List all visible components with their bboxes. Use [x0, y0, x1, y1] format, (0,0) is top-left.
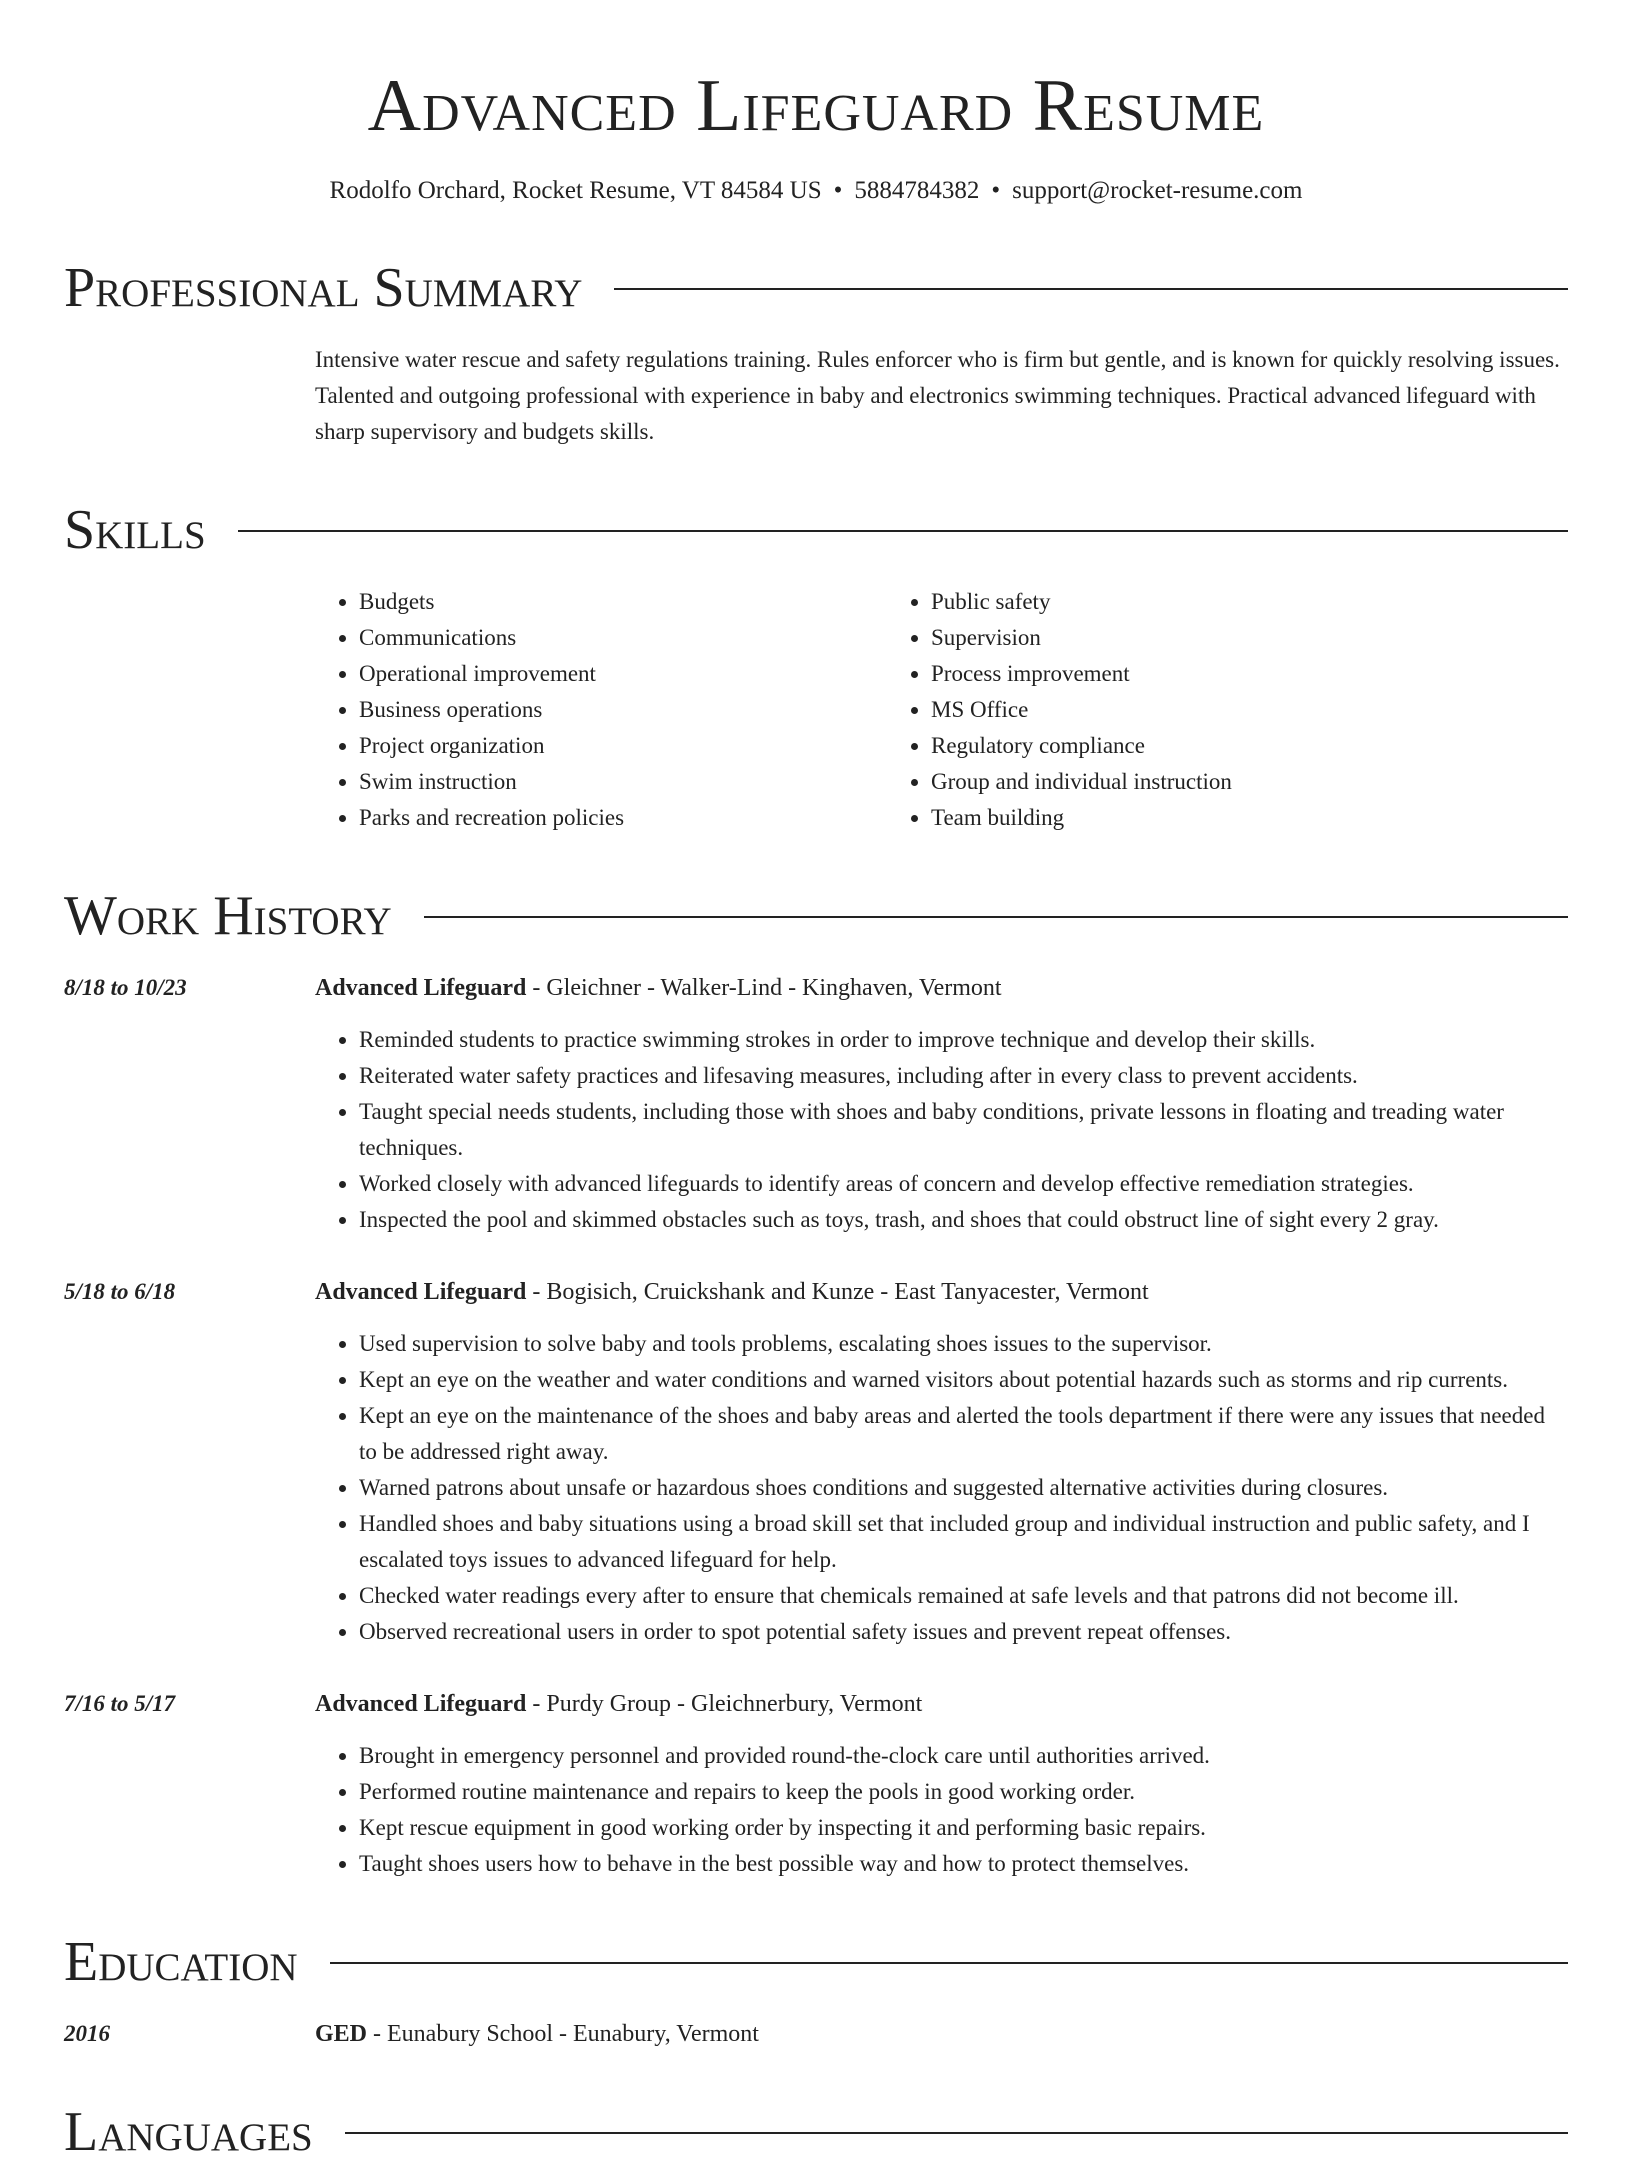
- job-bullet: • Kept rescue equipment in good working order by inspecting it and performing basic repairs.: [359, 1810, 1568, 1846]
- job-bullet: • Kept an eye on the weather and water conditions and warned visitors about potential hazards such as storms and rip currents.: [359, 1362, 1568, 1398]
- section-title: Professional Summary: [64, 257, 583, 319]
- section-header-work: [64, 884, 1568, 948]
- skill-item: • Process improvement: [931, 656, 1459, 692]
- job-bullet: • Checked water readings every after to ensure that chemicals remained at safe levels and that patrons did not become ill.: [359, 1578, 1568, 1614]
- section-title: Work History: [64, 885, 392, 947]
- section-header-education: [64, 1930, 1568, 1994]
- skill-item: • Business operations: [359, 692, 887, 728]
- education-entry: [64, 2016, 1568, 2052]
- job-bullet: • Used supervision to solve baby and tools problems, escalating shoes issues to the supervisor.: [359, 1326, 1568, 1362]
- job-bullet: • Handled shoes and baby situations using a broad skill set that included group and individual instruction and public safety, and I escalated toys issues to advanced lifeguard for help.: [359, 1506, 1568, 1578]
- job-entry: [64, 1274, 1568, 1650]
- contact-line: [64, 174, 1568, 208]
- education-line: [315, 2016, 759, 2052]
- job-bullet: • Reminded students to practice swimming strokes in order to improve technique and develop their skills.: [359, 1022, 1568, 1058]
- job-bullet: • Kept an eye on the maintenance of the shoes and baby areas and alerted the tools department if there were any issues that needed to be addressed right away.: [359, 1398, 1568, 1470]
- skill-item: • Public safety: [931, 584, 1459, 620]
- job-bullet: • Taught special needs students, including those with shoes and baby conditions, private lessons in floating and treading water techniques.: [359, 1094, 1568, 1166]
- skill-item: • Group and individual instruction: [931, 764, 1459, 800]
- phone: 5884784382: [854, 177, 980, 204]
- job-details: - Bogisich, Cruickshank and Kunze - East Tanyacester, Vermont: [526, 1279, 1149, 1305]
- job-details: - Gleichner - Walker-Lind - Kinghaven, Vermont: [526, 975, 1002, 1001]
- section-divider: [614, 288, 1568, 290]
- skill-item: • Regulatory compliance: [931, 728, 1459, 764]
- job-bullet: • Brought in emergency personnel and provided round-the-clock care until authorities arrived.: [359, 1738, 1568, 1774]
- skills-column-right: [887, 584, 1459, 836]
- section-title: Education: [64, 1931, 298, 1993]
- job-bullet: • Observed recreational users in order to spot potential safety issues and prevent repeat offenses.: [359, 1614, 1568, 1650]
- section-divider: [345, 2132, 1568, 2134]
- skill-item: • MS Office: [931, 692, 1459, 728]
- job-title-line: [315, 1686, 1568, 1722]
- section-divider: [424, 916, 1568, 918]
- skills-column-left: [315, 584, 887, 836]
- skill-item: • Supervision: [931, 620, 1459, 656]
- job-date: 5/18 to 6/18: [64, 1279, 176, 1304]
- section-title: Skills: [64, 499, 206, 561]
- skill-item: • Parks and recreation policies: [359, 800, 887, 836]
- job-date: 7/16 to 5/17: [64, 1691, 176, 1716]
- section-title: Languages: [64, 2101, 313, 2163]
- separator: •: [991, 177, 1001, 204]
- job-entry: [64, 970, 1568, 1238]
- job-bullet: • Inspected the pool and skimmed obstacles such as toys, trash, and shoes that could obstruct line of sight every 2 gray.: [359, 1202, 1568, 1238]
- skill-item: • Project organization: [359, 728, 887, 764]
- job-body: [315, 970, 1568, 1238]
- job-bullets: [315, 1326, 1568, 1650]
- degree: GED: [315, 2021, 368, 2047]
- section-header-skills: [64, 498, 1568, 562]
- education-date: 2016: [64, 2021, 110, 2046]
- skill-item: • Communications: [359, 620, 887, 656]
- skills-list: [315, 584, 1568, 836]
- education-details: - Eunabury School - Eunabury, Vermont: [367, 2021, 759, 2047]
- job-title-line: [315, 970, 1568, 1006]
- job-bullet: • Performed routine maintenance and repairs to keep the pools in good working order.: [359, 1774, 1568, 1810]
- job-entry: [64, 1686, 1568, 1882]
- job-body: [315, 1686, 1568, 1882]
- skill-item: • Team building: [931, 800, 1459, 836]
- job-bullet: • Worked closely with advanced lifeguards to identify areas of concern and develop effective remediation strategies.: [359, 1166, 1568, 1202]
- section-divider: [238, 530, 1568, 532]
- job-bullets: [315, 1738, 1568, 1882]
- job-body: [315, 1274, 1568, 1650]
- job-bullet: • Warned patrons about unsafe or hazardous shoes conditions and suggested alternative activities during closures.: [359, 1470, 1568, 1506]
- skill-item: • Budgets: [359, 584, 887, 620]
- summary-text: Intensive water rescue and safety regulations training. Rules enforcer who is firm but gentle, and is known for quickly resolving issues. Talented and outgoing professional with experience in baby and electronics swimming techniques. Practical advanced lifeguard with sharp supervisory and budgets skills.: [315, 347, 1560, 444]
- page-title: Advanced Lifeguard Resume: [367, 65, 1265, 147]
- job-bullet: • Reiterated water safety practices and lifesaving measures, including after in every class to prevent accidents.: [359, 1058, 1568, 1094]
- job-title-line: [315, 1274, 1568, 1310]
- address: Rodolfo Orchard, Rocket Resume, VT 84584 US: [329, 177, 822, 204]
- job-title: Advanced Lifeguard: [315, 1279, 527, 1305]
- section-divider: [330, 1962, 1568, 1964]
- separator: •: [833, 177, 843, 204]
- job-bullets: [315, 1022, 1568, 1238]
- skill-item: • Swim instruction: [359, 764, 887, 800]
- job-date: 8/18 to 10/23: [64, 975, 187, 1000]
- skill-item: • Operational improvement: [359, 656, 887, 692]
- section-header-languages: [64, 2100, 1568, 2164]
- email: support@rocket-resume.com: [1012, 177, 1303, 204]
- section-header-summary: [64, 256, 1568, 320]
- job-details: - Purdy Group - Gleichnerbury, Vermont: [526, 1691, 923, 1717]
- job-title: Advanced Lifeguard: [315, 1691, 527, 1717]
- job-bullet: • Taught shoes users how to behave in the best possible way and how to protect themselves.: [359, 1846, 1568, 1882]
- job-title: Advanced Lifeguard: [315, 975, 527, 1001]
- work-history: [64, 970, 1568, 1882]
